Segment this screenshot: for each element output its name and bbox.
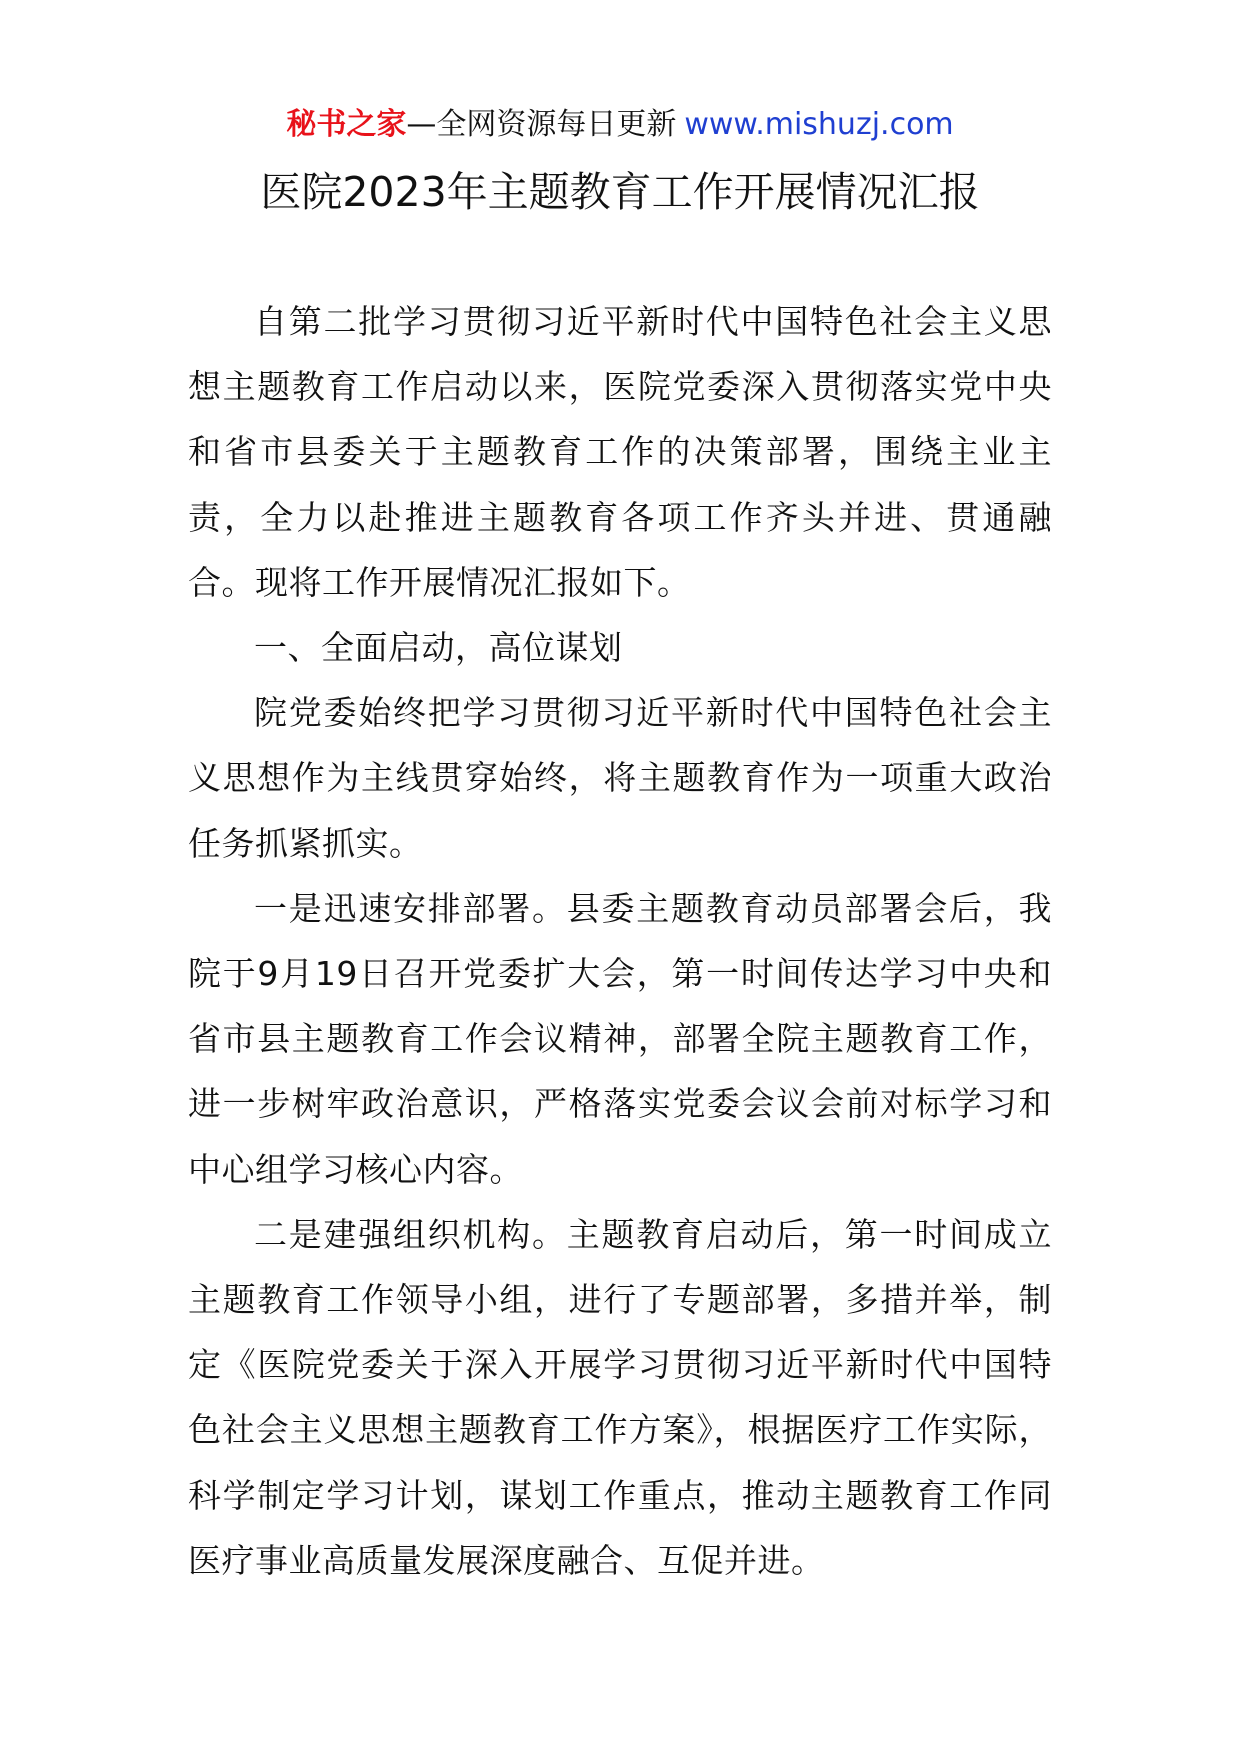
site-header (0, 103, 1240, 147)
section-heading-1: 一、全面启动，高位谋划 (254, 628, 623, 668)
intro-paragraph: 自第二批学习贯彻习近平新时代中国特色社会主义思想主题教育工作启动以来，医院党委深入贯彻落实党中央和省市县委关于主题教育工作的决策部署，围绕主业主责，全力以赴推进主题教育各项工作齐头并进、贯通融合。现将工作开展情况汇报如下。 (188, 302, 1052, 602)
site-brand: 秘书之家 (286, 107, 407, 142)
section-1-paragraph: 院党委始终把学习贯彻习近平新时代中国特色社会主义思想作为主线贯穿始终，将主题教育作为一项重大政治任务抓紧抓实。 (188, 693, 1052, 863)
point-1-paragraph: 一是迅速安排部署。县委主题教育动员部署会后，我院于9月19日召开党委扩大会，第一时间传达学习中央和省市县主题教育工作会议精神，部署全院主题教育工作，进一步树牢政治意识，严格落实党委会议会前对标学习和中心组学习核心内容。 (188, 888, 1052, 1189)
document-title: 医院2023年主题教育工作开展情况汇报 (260, 168, 980, 216)
point-2-paragraph: 二是建强组织机构。主题教育启动后，第一时间成立主题教育工作领导小组，进行了专题部署，多措并举，制定《医院党委关于深入开展学习贯彻习近平新时代中国特色社会主义思想主题教育工作方案》，根据医疗工作实际，科学制定学习计划，谋划工作重点，推动主题教育工作同医疗事业高质量发展深度融合、互促并进。 (188, 1214, 1052, 1580)
site-tagline: —全网资源每日更新 (406, 107, 677, 142)
site-url-link[interactable]: www.mishuzj.com (684, 107, 954, 142)
document-body (188, 289, 1052, 1593)
